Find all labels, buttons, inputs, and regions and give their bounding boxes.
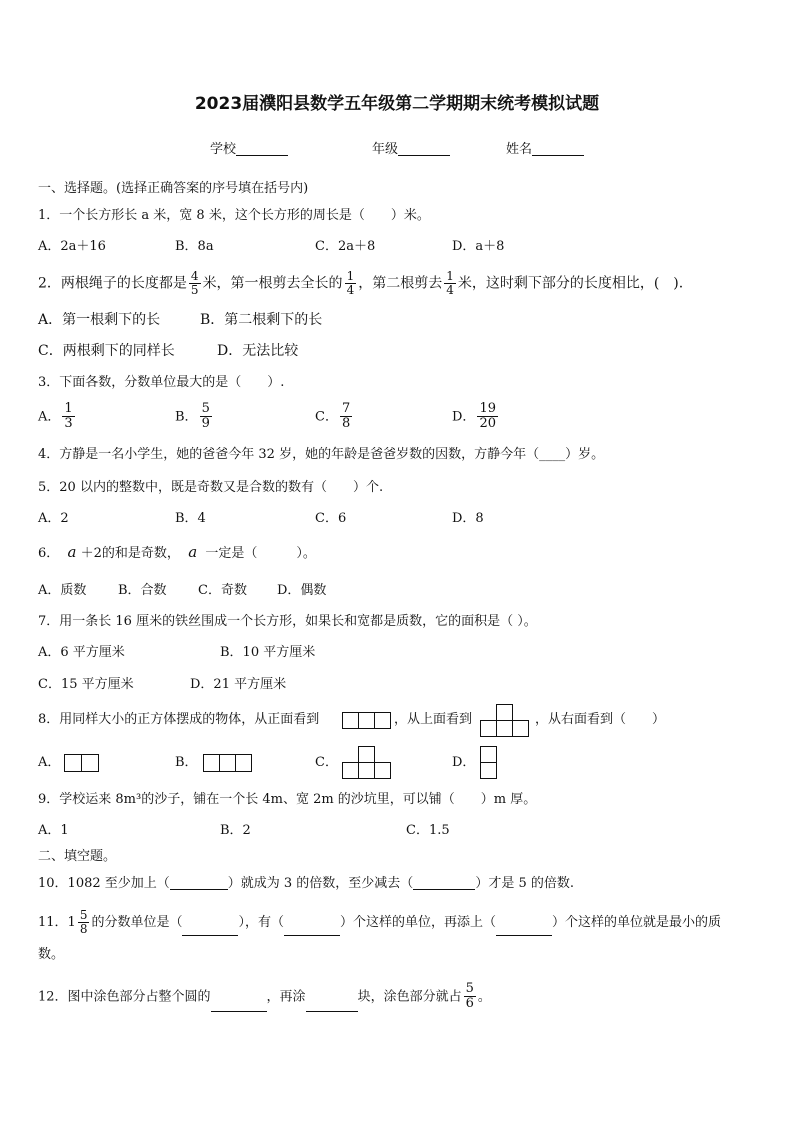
q10-text-3: ）才是 5 的倍数. [475,876,574,891]
q11-text-2: 的分数单位是（ [91,915,183,931]
top-cell [496,720,513,737]
page-title: 2023届濮阳县数学五年级第二学期期末统考模拟试题 [194,94,600,114]
q8-option-a[interactable] [38,756,60,769]
q3-option-a[interactable] [38,402,77,432]
name-blank[interactable] [532,142,584,156]
q8-c-label: C． [315,755,338,770]
q11-denominator: 8 [79,922,88,937]
q2-f1-denominator: 5 [190,283,199,298]
q3-b-denominator: 9 [201,416,210,432]
question-9: 9．学校运来 8m³的沙子，铺在一个长 4m、宽 2m 的沙坑里，可以铺（ ）m 厚。 [38,792,537,807]
q3-c-denominator: 8 [341,416,351,432]
q7-option-a[interactable]: A．6 平方厘米 [38,645,125,660]
q2-fraction-3 [444,270,456,297]
q6-option-b[interactable]: B．合数 [118,583,167,598]
question-6 [38,545,316,560]
q12-blank-2[interactable] [306,998,358,1012]
question-5: 5．20 以内的整数中，既是奇数又是合数的数有（ ）个. [38,480,384,495]
q3-c-fraction [340,402,352,432]
q2-f1-numerator: 4 [190,269,199,283]
q7-option-c[interactable]: C．15 平方厘米 [38,677,134,692]
q2-text-4: 米，这时剩下部分的长度相比，( ). [457,275,684,292]
option-a-cell [81,754,99,772]
q8-text-1: 8．用同样大小的正方体摆成的物体，从正面看到 [38,712,320,727]
section-1-heading: 一、选择题。(选择正确答案的序号填在括号内) [38,181,309,196]
q12-text-2: ，再涂 [266,989,306,1005]
question-11 [38,909,721,936]
q6-text-mid: 的和是奇数， [101,546,180,561]
q5-option-b[interactable]: B．4 [175,511,206,526]
q2-option-d[interactable]: D．无法比较 [217,343,299,359]
q11-fraction [78,909,90,936]
question-4: 4．方静是一名小学生，她的爸爸今年 32 岁，她的年龄是爸爸岁数的因数，方静今年（____）岁。 [38,447,605,462]
option-b-cell [203,754,220,772]
q10-blank-1[interactable] [170,876,228,890]
section-2-heading: 二、填空题。 [38,849,117,864]
q6-variable-a-2: a [188,543,198,561]
name-label: 姓名 [506,142,533,157]
school-blank[interactable] [236,142,288,156]
q3-b-label: B． [175,409,198,425]
grade-blank[interactable] [398,142,450,156]
q2-fraction-1 [189,270,201,297]
q7-option-d[interactable]: D．21 平方厘米 [190,677,287,692]
top-cell [496,704,513,721]
q3-a-denominator: 3 [64,416,73,432]
q9-option-c[interactable]: C．1.5 [406,823,450,838]
q6-text-end: 一定是（ ）。 [205,546,316,561]
q5-option-a[interactable]: A．2 [38,511,69,526]
grade-field [372,142,450,156]
question-12 [38,982,491,1012]
q11-blank-3[interactable] [496,922,552,936]
q2-option-a[interactable]: A．第一根剩下的长 [38,312,161,328]
q12-text-4: 。 [477,989,491,1005]
question-2 [38,270,683,297]
q3-c-label: C． [315,409,338,425]
q1-option-c[interactable]: C．2a＋8 [315,239,376,254]
q11-blank-1[interactable] [182,922,238,936]
q2-f2-numerator: 1 [346,269,355,283]
top-cell [512,720,529,737]
question-3: 3．下面各数，分数单位最大的是（ ）. [38,375,285,390]
q12-text-3: 块，涂色部分就占 [357,989,462,1005]
q3-option-b[interactable] [175,402,214,432]
q2-option-c[interactable]: C．两根剩下的同样长 [38,343,175,359]
q10-text-1: 10．1082 至少加上（ [38,876,170,891]
option-c-cell [358,762,375,779]
q10-blank-2[interactable] [413,876,475,890]
option-b-cell [219,754,236,772]
q7-option-b[interactable]: B．10 平方厘米 [220,645,316,660]
q9-option-a[interactable]: A．1 [38,823,69,838]
q3-a-numerator: 1 [64,401,73,416]
option-a-cell [64,754,82,772]
option-c-cell [342,762,359,779]
q1-option-a[interactable]: A．2a＋16 [38,239,106,254]
q6-option-a[interactable]: A．质数 [38,583,87,598]
q6-plus-two: ＋2 [80,546,102,561]
option-b-cell [235,754,252,772]
q11-continuation: 数。 [38,947,65,962]
front-cell [358,712,375,729]
q2-fraction-2 [345,270,357,297]
q1-option-b[interactable]: B．8a [175,239,214,254]
q2-f2-denominator: 4 [346,283,355,298]
front-cell [342,712,359,729]
q3-d-numerator: 19 [479,401,496,416]
q3-a-label: A． [38,409,61,425]
q3-option-c[interactable] [315,402,354,432]
front-cell [374,712,391,729]
q11-text-3: ），有（ [238,915,284,931]
option-c-cell [374,762,391,779]
q12-text-1: 12．图中涂色部分占整个圆的 [38,989,211,1005]
q11-text-4: ）个这样的单位，再添上（ [340,915,497,931]
q3-d-fraction [477,402,498,432]
q3-d-label: D． [452,409,476,425]
q6-option-d[interactable]: D．偶数 [277,583,327,598]
q12-fraction [464,982,476,1012]
q6-variable-a: a [67,543,77,561]
q3-option-d[interactable] [452,402,500,432]
q11-text-5: ）个这样的单位就是最小的质 [552,915,722,931]
q8-d-label: D． [452,755,476,770]
q8-option-d[interactable] [452,756,475,769]
q11-blank-2[interactable] [284,922,340,936]
q6-option-c[interactable]: C．奇数 [198,583,247,598]
q2-text-2: 米，第一根剪去全长的 [202,275,343,292]
option-c-cell [358,746,375,763]
q12-denominator: 6 [465,996,474,1012]
q3-b-fraction [200,402,212,432]
q6-number: 6． [38,546,60,561]
q3-b-numerator: 5 [201,401,210,416]
q11-number: 11． [38,915,68,931]
q12-numerator: 5 [465,981,474,996]
q9-option-b[interactable]: B．2 [220,823,251,838]
option-d-cell [480,762,497,779]
q2-text-1: 2．两根绳子的长度都是 [38,275,187,292]
question-10 [38,876,574,890]
grade-label: 年级 [372,142,399,157]
q11-numerator: 5 [79,908,88,922]
q8-text-3: ，从右面看到（ ） [535,712,666,727]
q3-c-numerator: 7 [341,401,351,416]
q10-text-2: ）就成为 3 的倍数，至少减去（ [227,876,414,891]
q8-option-b[interactable] [175,756,198,769]
name-field [506,142,584,156]
school-field [210,142,288,156]
q2-option-b[interactable]: B．第二根剩下的长 [200,312,323,328]
q1-option-d[interactable]: D．a＋8 [452,239,505,254]
q3-d-denominator: 20 [479,416,496,432]
q8-b-label: B． [175,755,198,770]
q2-f3-numerator: 1 [446,269,454,283]
q5-option-d[interactable]: D．8 [452,511,484,526]
top-cell [480,720,497,737]
q8-a-label: A． [38,755,61,770]
q11-whole: 1 [67,915,76,931]
q8-text-2: ，从上面看到 [394,712,473,727]
q3-a-fraction [62,402,74,432]
q8-option-c[interactable] [315,756,338,769]
option-d-cell [480,746,497,763]
question-1: 1．一个长方形长 a 米，宽 8 米，这个长方形的周长是（ ）米。 [38,208,430,223]
question-7: 7．用一条长 16 厘米的铁丝围成一个长方形，如果长和宽都是质数，它的面积是（ ）。 [38,614,537,629]
q12-blank-1[interactable] [211,998,267,1012]
school-label: 学校 [210,142,237,157]
q2-text-3: ，第二根剪去 [358,275,443,292]
q2-f3-denominator: 4 [446,283,454,298]
q5-option-c[interactable]: C．6 [315,511,347,526]
